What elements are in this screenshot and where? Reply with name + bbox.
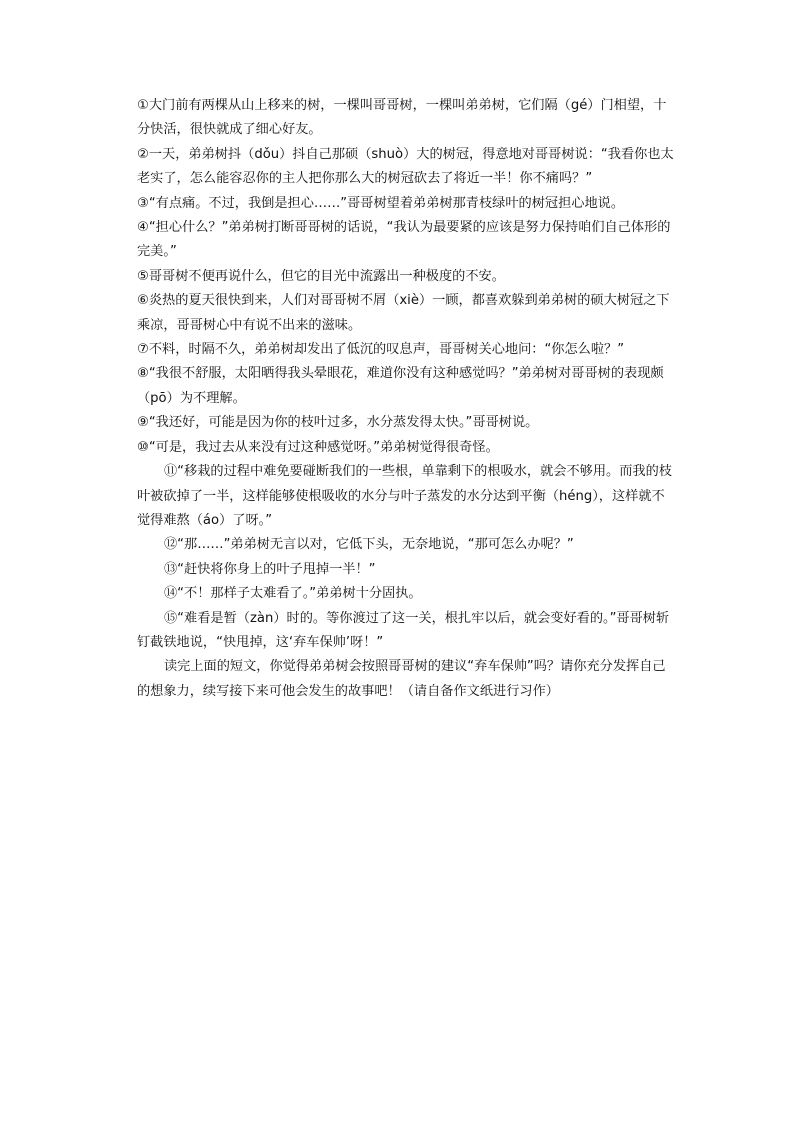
paragraph-11: ⑪“移栽的过程中难免要碰断我们的一些根，单靠剩下的根吸水，就会不够用。而我的枝叶被砍掉了一半，这样能够使根吸收的水分与叶子蒸发的水分达到平衡（héng），这样就不觉得难熬（áo）了呀。”	[137, 464, 672, 528]
paragraph-2: ②一天，弟弟树抖（dǒu）抖自己那硕（shuò）大的树冠，得意地对哥哥树说：“我看你也太老实了，怎么能容忍你的主人把你那么大的树冠砍去了将近一半！你不痛吗？”	[137, 146, 674, 187]
writing-prompt: 读完上面的短文，你觉得弟弟树会按照哥哥树的建议“弃车保帅”吗？请你充分发挥自己的想象力，续写接下来可他会发生的故事吧！（请自备作文纸进行习作）	[137, 659, 666, 699]
paragraph-6: ⑥炎热的夏天很快到来，人们对哥哥树不屑（xiè）一顾，都喜欢躲到弟弟树的硕大树冠之下乘凉，哥哥树心中有说不出来的滋味。	[137, 293, 670, 333]
paragraph-4: ④“担心什么？”弟弟树打断哥哥树的话说，“我认为最要紧的应该是努力保持咱们自己体形的完美。”	[137, 220, 671, 260]
paragraph-13: ⑬“赶快将你身上的叶子甩掉一半！”	[164, 561, 376, 577]
paragraph-14: ⑭“不！那样子太难看了。”弟弟树十分固执。	[164, 586, 422, 602]
paragraph-9: ⑨“我还好，可能是因为你的枝叶过多，水分蒸发得太快。”哥哥树说。	[137, 415, 539, 431]
paragraph-7: ⑦不料，时隔不久，弟弟树却发出了低沉的叹息声，哥哥树关心地问：“你怎么啦？”	[137, 342, 625, 358]
paragraph-5: ⑤哥哥树不便再说什么，但它的目光中流露出一种极度的不安。	[137, 268, 505, 284]
paragraph-8: ⑧“我很不舒服，太阳晒得我头晕眼花，难道你没有这种感觉吗？”弟弟树对哥哥树的表现颇（pō）为不理解。	[137, 366, 664, 406]
paragraph-12: ⑫“那……”弟弟树无言以对，它低下头，无奈地说，“那可怎么办呢？”	[164, 537, 574, 553]
paragraph-10: ⑩“可是，我过去从来没有过这种感觉呀。”弟弟树觉得很奇怪。	[137, 439, 499, 455]
paragraph-15: ⑮“难看是暂（zàn）时的。等你渡过了这一关，根扎牢以后，就会变好看的。”哥哥树斩钉截铁地说，“快甩掉，这‘弃车保帅’呀！”	[137, 610, 670, 650]
paragraph-3: ③“有点痛。不过，我倒是担心……”哥哥树望着弟弟树那青枝绿叶的树冠担心地说。	[137, 195, 625, 211]
document-page	[137, 94, 677, 704]
paragraph-1: ①大门前有两棵从山上移来的树，一棵叫哥哥树，一棵叫弟弟树，它们隔（gé）门相望，十分快活，很快就成了细心好友。	[137, 98, 667, 138]
